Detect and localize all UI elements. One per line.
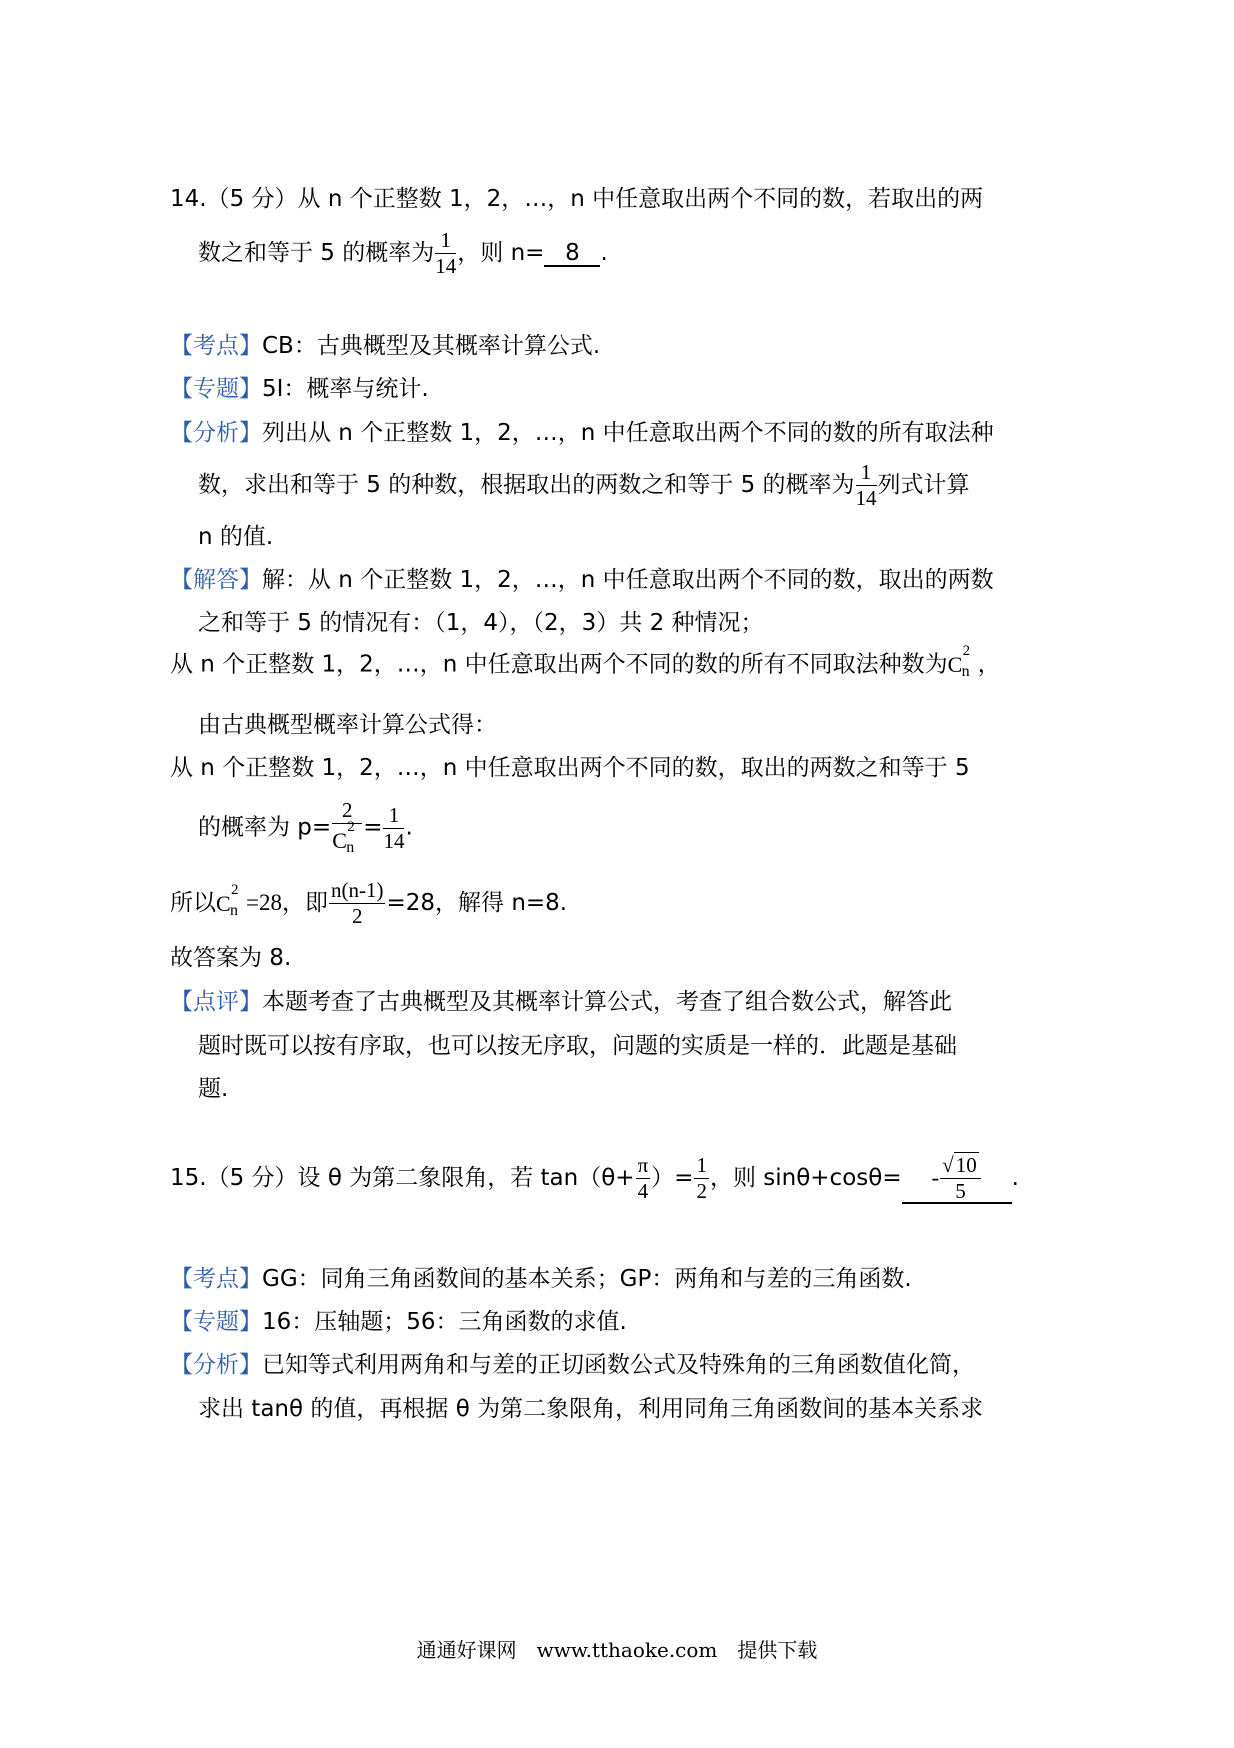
q15-pi-num: π <box>637 1153 649 1177</box>
q15-mid2: ，则 sinθ+cosθ= <box>709 1165 902 1191</box>
comb-c: C <box>216 890 231 916</box>
q14-line2-end: . <box>600 240 608 266</box>
a14-p2-fraction <box>383 802 405 853</box>
a14-zhuanti-tag: 【专题】 <box>170 376 262 402</box>
q15-ans-rad: 10 <box>955 1153 977 1177</box>
comb-sub: n <box>230 901 238 919</box>
q14-line2-pre: 数之和等于 5 的概率为 <box>198 240 435 266</box>
q14-line2 <box>198 230 608 277</box>
a15-kaodian-text: GG：同角三角函数间的基本关系；GP：两角和与差的三角函数. <box>262 1266 912 1292</box>
a14-eq: = <box>363 814 383 841</box>
sqrt-icon: √10 <box>942 1153 977 1177</box>
a14-jieda-7 <box>170 880 567 927</box>
comb-c: C <box>332 828 347 853</box>
a14-fenxi-1 <box>170 422 994 445</box>
a14-p2-den: 14 <box>383 828 405 853</box>
comb-sup: 2 <box>231 881 239 898</box>
a14-kaodian-text: CB：古典概型及其概率计算公式. <box>262 333 601 359</box>
a14-fenxi-tag: 【分析】 <box>170 420 262 446</box>
q15-answer <box>902 1155 1012 1204</box>
a14-fenxi-text2: 数，求出和等于 5 的种数，根据取出的两数之和等于 5 的概率为 <box>198 472 855 498</box>
q15-half-fraction <box>694 1155 709 1202</box>
a14-zhuanti-text: 5I：概率与统计. <box>262 376 429 402</box>
a14-fenxi-3: n 的值. <box>198 524 274 550</box>
q14-answer: 8 <box>544 242 600 267</box>
q15-pi-den: 4 <box>637 1179 649 1203</box>
a14-dianping-3: 题. <box>198 1076 229 1102</box>
a14-p2-num: 1 <box>383 805 404 829</box>
q15-half-num: 1 <box>696 1153 707 1177</box>
a14-p-fraction <box>332 800 362 856</box>
a14-zhuanti <box>170 378 429 401</box>
a14-jieda-8: 故答案为 8. <box>170 945 292 971</box>
a15-kaodian-tag: 【考点】 <box>170 1266 262 1292</box>
q15-line <box>170 1155 1019 1204</box>
a14-fenxi-fraction <box>856 462 877 509</box>
comb-sub: n <box>346 839 355 856</box>
q15-mid: ）= <box>651 1165 694 1191</box>
q15-end: . <box>1011 1165 1019 1191</box>
a15-fenxi-2: 求出 tanθ 的值，再根据 θ 为第二象限角，利用同角三角函数间的基本关系求 <box>198 1396 984 1422</box>
a15-kaodian <box>170 1268 912 1291</box>
a14-p-num: 2 <box>332 800 362 824</box>
comb-c: C <box>947 652 963 677</box>
a14-fenxi-text1: 列出从 n 个正整数 1，2，…，n 中任意取出两个不同的数的所有取法种 <box>262 420 994 446</box>
a14-jieda-3 <box>170 643 1001 680</box>
q14-line1: 14.（5 分）从 n 个正整数 1，2，…，n 中任意取出两个不同的数，若取出的两 <box>170 186 984 212</box>
a15-zhuanti <box>170 1311 627 1334</box>
q15-ans-num <box>940 1155 981 1179</box>
a14-dianping-tag: 【点评】 <box>170 989 262 1015</box>
a14-j7-den: 2 <box>351 904 363 928</box>
a14-jieda-6 <box>198 800 413 856</box>
q15-ans-den: 5 <box>955 1179 966 1203</box>
q15-ans-fraction <box>940 1155 981 1202</box>
a14-fenxi-frac-den: 14 <box>855 486 877 510</box>
a14-jieda-text1: 解：从 n 个正整数 1，2，…，n 中任意取出两个不同的数，取出的两数 <box>262 567 994 593</box>
a14-j7-num: n(n-1) <box>330 878 384 902</box>
a14-kaodian <box>170 335 600 358</box>
q15-pre: 15.（5 分）设 θ 为第二象限角，若 tan（θ+ <box>170 1165 635 1191</box>
a15-fenxi-tag: 【分析】 <box>170 1352 262 1378</box>
a14-kaodian-tag: 【考点】 <box>170 333 262 359</box>
a14-jieda7-fraction <box>329 880 385 927</box>
a14-jieda-2: 之和等于 5 的情况有：（1，4），（2，3）共 2 种情况； <box>198 610 764 636</box>
comb-sup: 2 <box>962 643 971 659</box>
a14-comb-c2n <box>947 643 978 680</box>
a14-jieda7-end: =28，解得 n=8. <box>386 890 568 916</box>
a14-jieda-text3: 从 n 个正整数 1，2，…，n 中任意取出两个不同的数的所有不同取法种数为 <box>170 651 948 678</box>
q15-ans-sign: - <box>931 1165 940 1190</box>
a14-dianping-2: 题时既可以按有序取，也可以按无序取，问题的实质是一样的．此题是基础 <box>198 1033 957 1059</box>
a15-zhuanti-tag: 【专题】 <box>170 1309 262 1335</box>
q14-frac-den: 14 <box>435 254 457 278</box>
a14-fenxi-2 <box>198 462 970 509</box>
a14-jieda-1 <box>170 569 994 592</box>
comb-sub: n <box>961 663 970 680</box>
q14-fraction <box>435 230 456 277</box>
a14-fenxi-text2-end: 列式计算 <box>877 472 970 498</box>
a14-jieda7-comb <box>216 881 246 919</box>
q14-line2-mid: ，则 n= <box>457 240 545 266</box>
a14-jieda6-pre: 的概率为 p= <box>198 814 332 841</box>
a14-jieda-5: 从 n 个正整数 1，2，…，n 中任意取出两个不同的数，取出的两数之和等于 5 <box>170 755 970 781</box>
a14-dianping-text1: 本题考查了古典概型及其概率计算公式，考查了组合数公式，解答此 <box>262 989 952 1015</box>
a15-fenxi-text1: 已知等式利用两角和与差的正切函数公式及特殊角的三角函数值化简， <box>262 1352 975 1378</box>
a14-p-den-comb <box>332 819 362 856</box>
a14-jieda-4: 由古典概型概率计算公式得： <box>198 712 497 738</box>
a14-dot: . <box>405 814 413 841</box>
q15-pi-fraction <box>636 1155 651 1202</box>
a14-jieda3-comma: ， <box>977 651 1001 678</box>
a15-zhuanti-text: 16：压轴题；56：三角函数的求值. <box>262 1309 627 1335</box>
a14-fenxi-frac-num: 1 <box>856 462 877 486</box>
q14-frac-num: 1 <box>435 230 456 254</box>
a14-dianping-1 <box>170 991 952 1014</box>
q15-half-den: 2 <box>696 1179 707 1203</box>
a14-jieda7-eq1: =28，即 <box>246 890 328 915</box>
comb-sup: 2 <box>347 819 355 835</box>
a14-p-den <box>332 819 362 856</box>
page-footer: 通通好课网 www.tthaoke.com 提供下载 <box>416 1638 818 1662</box>
a14-jieda7-pre: 所以 <box>170 890 216 916</box>
a15-fenxi-1 <box>170 1354 975 1377</box>
a14-jieda-tag: 【解答】 <box>170 567 262 593</box>
